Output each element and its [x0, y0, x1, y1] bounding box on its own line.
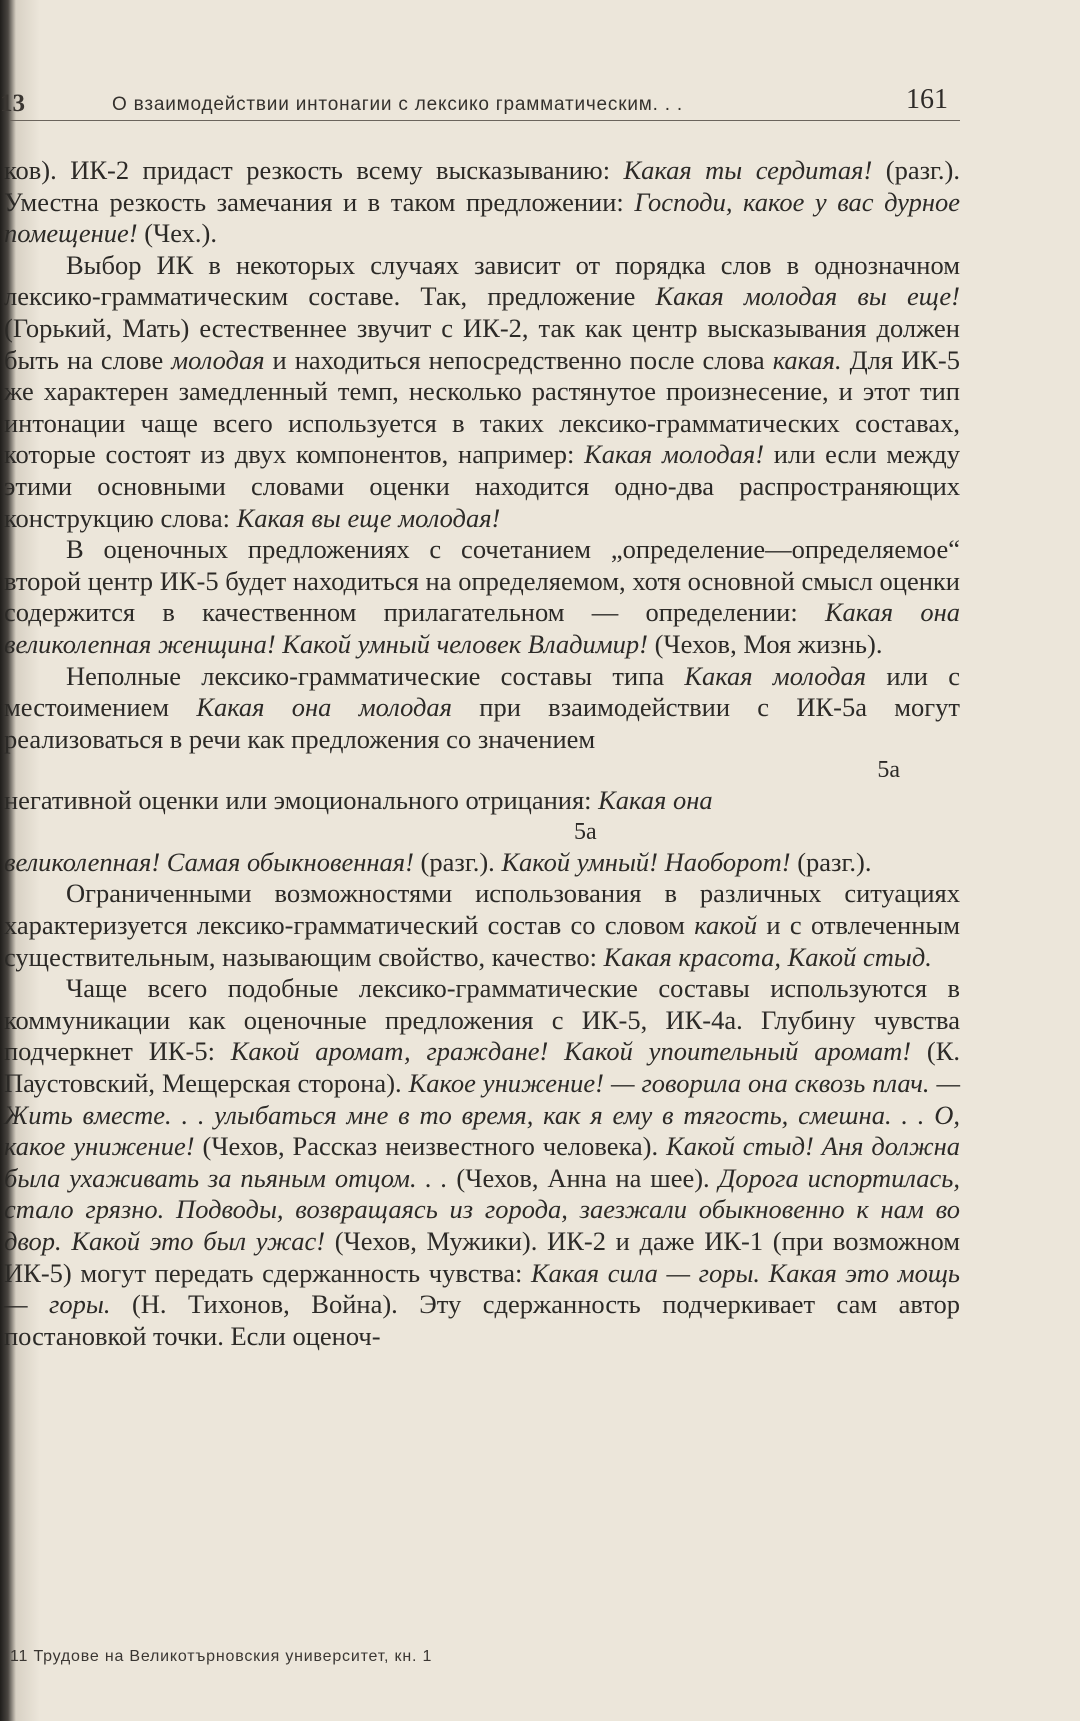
text-run: (Чехов, Мужики). ИК-2 и даже ИК-1 (при возможном ИК-5) могут передать сдержанность чувства:	[4, 1226, 960, 1288]
intonation-mark-5a: 5а	[574, 818, 597, 845]
example-italic: Какая она	[598, 785, 713, 816]
intonation-mark-5a: 5а	[877, 757, 900, 784]
text-run: негативной оценки или эмоционального отрицания:	[4, 785, 599, 816]
text-run: и с отвлеченным существительным, называющим свойство, качество:	[4, 910, 960, 972]
page-number: 161	[906, 84, 948, 115]
text-run: Выбор ИК в некоторых случаях зависит от порядка слов в однозначном лексико-грамматическим составе. Так, предложение	[4, 249, 960, 312]
text-run: (Чех.).	[137, 218, 217, 249]
text-run: Неполные лексико-грамматические составы типа	[66, 660, 685, 691]
paragraph-p8	[4, 973, 960, 1352]
text-run: (К. Паустовский, Мещерская сторона).	[4, 1036, 961, 1099]
header-rule	[10, 120, 960, 121]
text-run: (Чехов, Анна на шее).	[447, 1162, 719, 1193]
example-italic: Какая красота, Какой стыд.	[603, 941, 932, 972]
example-italic: какая.	[772, 344, 842, 375]
paragraph-p3	[4, 534, 960, 660]
text-run: (разг.).	[790, 846, 872, 877]
paragraph-p5	[4, 785, 960, 817]
example-italic: Какая молодая!	[584, 439, 765, 470]
footer-signature: 11 Трудове на Великотърновския университет, кн. 1	[10, 1648, 433, 1665]
paragraph-p2	[4, 250, 960, 534]
paragraph-p7	[4, 878, 960, 973]
example-italic: Какое унижение! — говорила она сквозь плач. — Жить вместе. . . улыбаться мне в то время, как я ему в тягость, смешна. . . О, какое унижение!	[4, 1068, 961, 1162]
example-italic: Какой умный! Наоборот!	[501, 846, 791, 877]
text-run: Чаще всего подобные лексико-грамматические составы используются в коммуникации как оценочные предложения с ИК-5, ИК-4а. Глубину чувства подчеркнет ИК-5:	[4, 973, 960, 1067]
text-run: ков). ИК-2 придаст резкость всему высказыванию:	[4, 155, 624, 185]
text-run: (разг.). Уместна резкость замечания и в таком предложении:	[4, 155, 961, 217]
example-italic: Какая вы еще молодая!	[236, 502, 501, 533]
example-italic: Какая молодая	[684, 660, 867, 691]
example-italic: Какой аромат, граждане! Какой упоительный аромат!	[230, 1036, 912, 1067]
example-italic: Дорога испортилась, стало грязно. Подводы, возвращаясь из города, заезжали обыкновенно к нам во двор. Какой это был ужас!	[4, 1162, 960, 1256]
example-italic: Какая сила — горы. Какая это мощь — горы.	[4, 1257, 960, 1320]
running-title: О взаимодействии интонагии с лексико грамматическим. . .	[112, 94, 684, 115]
paragraph-p6	[4, 847, 960, 879]
paragraph-p1	[4, 155, 960, 250]
running-head	[0, 82, 960, 122]
example-italic: какой	[694, 910, 758, 941]
example-italic: Какая она молодая	[196, 692, 452, 723]
text-run: (Н. Тихонов, Война). Эту сдержанность подчеркивает сам автор постановкой точки. Если оценоч-	[4, 1289, 960, 1351]
previous-page-number-fragment: 13	[0, 90, 25, 117]
example-italic: молодая	[171, 344, 265, 375]
example-italic: Какой стыд! Аня должна была ухаживать за пьяным отцом. . .	[4, 1131, 961, 1193]
paragraph-p4	[4, 661, 960, 756]
text-run: (Горький, Мать) естественнее звучит с ИК-2, так как центр высказывания должен быть на слове	[4, 312, 960, 375]
text-run: (Чехов, Рассказ неизвестного человека).	[194, 1131, 667, 1162]
text-run: или если между этими основными словами оценки находится одно-два распространяющих конструкцию слова:	[4, 439, 960, 533]
text-run: и находиться непосредственно после слова	[264, 344, 773, 375]
example-italic: Какая ты сердитая!	[623, 155, 873, 185]
example-italic: Какая молодая вы еще!	[655, 281, 960, 312]
body-text	[4, 155, 960, 1352]
text-run: при взаимодействии с ИК-5а могут реализоваться в речи как предложения со значением	[4, 692, 960, 754]
example-italic: великолепная! Самая обыкновенная!	[4, 846, 414, 877]
text-run: (разг.).	[413, 846, 502, 877]
text-run: Для ИК-5 же характерен замедленный темп, несколько растянутое произнесение, и этот тип интонации чаще всего используется в таких лексико-грамматических составах, которые состоят из двух компонентов, например:	[4, 344, 960, 470]
text-run: или с местоимением	[4, 660, 960, 723]
text-run: (Чехов, Моя жизнь).	[647, 628, 883, 659]
example-italic: Господи, какое у вас дурное помещение!	[4, 186, 960, 249]
text-run: Ограниченными возможностями использования в различных ситуациях характеризуется лексико-грамматический состав со словом	[4, 878, 960, 941]
example-italic: Какая она великолепная женщина! Какой умный человек Владимир!	[4, 597, 960, 659]
text-run: В оценочных предложениях с сочетанием „определение—определяемое“ второй центр ИК-5 будет находиться на определяемом, хотя основной смысл оценки содержится в качественном прилагательном — определении:	[4, 534, 960, 628]
